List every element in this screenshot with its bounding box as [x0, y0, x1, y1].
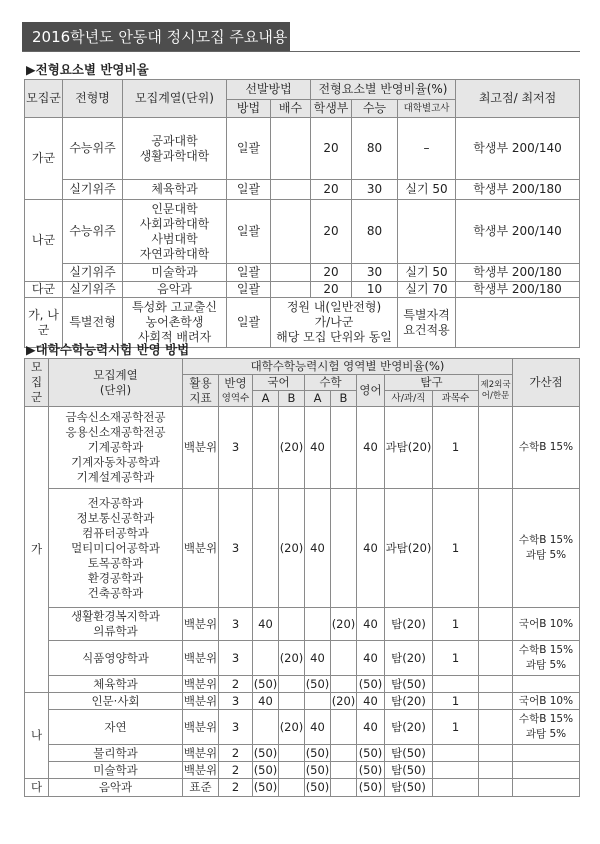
index-cell: 백분위 — [183, 608, 219, 641]
suneung-cell: 80 — [352, 118, 398, 180]
type-cell: 실기위주 — [63, 180, 123, 200]
count-cell: 2 — [219, 779, 253, 797]
col-score: 최고점/ 최저점 — [456, 80, 580, 118]
score-cell — [456, 298, 580, 348]
mb-cell — [331, 641, 357, 676]
bonus-line: 수학B 15% — [518, 713, 574, 725]
inq-cell: 탐(50) — [385, 745, 433, 762]
bonus-line: 수학B 15% — [518, 441, 574, 453]
unit-line: 기계공학과 — [87, 440, 144, 454]
unit-line: 멀티미디어공학과 — [71, 540, 160, 555]
index-cell: 백분위 — [183, 762, 218, 777]
col2-math: 수학 — [305, 375, 357, 391]
inq-cell: 탐(50) — [385, 676, 433, 693]
mb-cell — [331, 745, 357, 762]
inq-cell: 탐(20) — [385, 641, 433, 676]
count-cell: 3 — [219, 407, 253, 489]
ma-cell: (50) — [305, 676, 330, 691]
bonus-line: 국어B 10% — [518, 694, 574, 707]
col2-subjects: 과목수 — [433, 391, 479, 407]
bonus-cell — [513, 779, 580, 797]
page-title: 2016학년도 안동대 정시모집 주요내용 — [22, 22, 290, 52]
ma-cell: 40 — [305, 407, 331, 489]
col2-reflect: 대학수학능력시험 영역별 반영비율(%) — [183, 359, 513, 375]
unit-line: 금속신소재공학전공 — [65, 410, 166, 424]
ma-cell: 40 — [305, 641, 331, 676]
subj-cell — [433, 676, 479, 693]
mb-cell — [331, 710, 357, 745]
group-cell: 나군 — [25, 200, 63, 282]
subj-cell — [433, 762, 479, 779]
col2-group: 모 집 군 — [25, 359, 49, 407]
col-ratio: 전형요소별 반영비율(%) — [311, 80, 456, 100]
col2-english: 영어 — [357, 375, 385, 407]
table-row — [25, 264, 580, 282]
unit-cell — [49, 407, 183, 489]
group-cell: 가군 — [25, 118, 63, 200]
suneung-cell: 10 — [352, 282, 398, 298]
col2-count: 반영 영역수 — [219, 375, 253, 407]
count-cell: 3 — [219, 693, 253, 710]
table-row — [25, 118, 580, 180]
unit-line: 정보통신공학과 — [76, 510, 155, 525]
record-cell: 20 — [311, 200, 352, 264]
multiple-cell — [271, 264, 311, 282]
group-line: 군 — [37, 322, 50, 337]
col2-math-a: A — [305, 391, 331, 407]
table-row — [25, 676, 580, 693]
col-type: 전형명 — [63, 80, 123, 118]
ratio-line: 가/나군 — [314, 315, 354, 329]
table-row — [25, 710, 580, 745]
col2-inquiry: 탐구 — [385, 375, 479, 391]
bonus-line: 과탐 5% — [525, 728, 567, 740]
table-row — [25, 745, 580, 762]
inq-cell: 과탐(20) — [385, 407, 433, 489]
suneung-cell: 30 — [352, 264, 398, 282]
inq-cell: 탐(20) — [385, 608, 433, 641]
eng-cell: (50) — [357, 745, 385, 762]
unit-cell — [49, 693, 183, 710]
ma-cell — [305, 608, 331, 641]
subj-cell: 1 — [433, 608, 479, 641]
record-cell: 20 — [311, 282, 352, 298]
bonus-cell — [513, 745, 580, 762]
exam-line: 특별자격 — [403, 307, 450, 322]
mb-cell: (20) — [331, 608, 357, 641]
count-cell: 2 — [219, 762, 253, 779]
count-cell: 2 — [219, 676, 253, 693]
unit-line: 전자공학과 — [87, 495, 144, 510]
col2-korean: 국어 — [253, 375, 305, 391]
table-row — [25, 407, 580, 489]
ratio-cell — [271, 298, 398, 348]
col2-korean-b: B — [279, 391, 305, 407]
method-cell: 일괄 — [227, 118, 271, 180]
bonus-line: 과탐 5% — [525, 549, 567, 561]
table-row — [25, 641, 580, 676]
ka-cell: (50) — [253, 762, 278, 777]
ma-cell: (50) — [305, 779, 331, 797]
unit-cell — [49, 710, 183, 745]
index-cell: 백분위 — [183, 693, 218, 708]
score-cell: 학생부 200/180 — [456, 264, 580, 282]
unit-cell — [123, 180, 227, 200]
col2-bonus: 가산점 — [513, 359, 580, 407]
group-cell: 다 — [25, 779, 49, 797]
bonus-line: 과탐 5% — [525, 659, 567, 671]
index-cell: 표준 — [183, 779, 219, 797]
method-cell: 일괄 — [227, 264, 271, 282]
exam-cell: 실기 70 — [398, 282, 456, 298]
record-cell: 20 — [311, 180, 352, 200]
mb-cell: (20) — [331, 693, 356, 708]
ma-cell: 40 — [305, 710, 331, 745]
type-cell: 실기위주 — [63, 282, 123, 298]
method-cell: 일괄 — [227, 180, 271, 200]
type-cell: 수능위주 — [63, 118, 123, 180]
unit-cell — [123, 200, 227, 264]
col2-index: 활용 지표 — [183, 375, 219, 407]
col-unit: 모집계열(단위) — [123, 80, 227, 118]
ratio-line: 정원 내(일반전형) — [286, 300, 382, 314]
type-cell: 실기위주 — [63, 264, 123, 282]
index-cell: 백분위 — [183, 407, 219, 489]
record-cell: 20 — [311, 118, 352, 180]
count-cell: 3 — [219, 489, 253, 608]
count-cell: 3 — [219, 710, 253, 745]
inq-cell: 탐(20) — [385, 710, 433, 745]
subj-cell — [433, 779, 479, 797]
ma-cell — [305, 693, 331, 710]
unit-cell — [49, 608, 183, 641]
inq-cell: 탐(50) — [385, 779, 433, 797]
admission-ratio-table — [24, 79, 580, 348]
fl-cell — [479, 608, 513, 641]
unit-cell — [49, 641, 183, 676]
method-cell: 일괄 — [227, 298, 271, 348]
subj-cell: 1 — [433, 407, 479, 489]
suneung-cell: 80 — [352, 200, 398, 264]
count-cell: 3 — [219, 608, 253, 641]
table-row — [25, 779, 580, 797]
score-cell: 학생부 200/180 — [456, 180, 580, 200]
unit-line: 체육학과 — [93, 676, 138, 691]
unit-line: 농어촌학생 — [145, 315, 204, 329]
col-record: 학생부 — [311, 100, 352, 118]
eng-cell: (50) — [357, 676, 385, 693]
unit-line: 인문·사회 — [91, 693, 140, 708]
exam-cell: 실기 50 — [398, 264, 456, 282]
fl-cell — [479, 489, 513, 608]
mb-cell — [331, 407, 357, 489]
mb-cell — [331, 779, 357, 797]
eng-cell: 40 — [357, 693, 385, 710]
col-group: 모집군 — [25, 80, 63, 118]
unit-line: 기계자동차공학과 — [71, 455, 160, 469]
exam-cell — [398, 298, 456, 348]
multiple-cell — [271, 118, 311, 180]
score-cell: 학생부 200/140 — [456, 200, 580, 264]
kb-cell: (20) — [279, 407, 305, 489]
unit-line: 미술학과 — [151, 265, 198, 279]
count-cell: 3 — [219, 641, 253, 676]
unit-line: 인문대학 — [151, 201, 198, 216]
ka-cell: (50) — [253, 745, 278, 760]
ka-cell — [253, 489, 279, 608]
score-cell: 학생부 200/180 — [456, 282, 580, 298]
unit-line: 미술학과 — [93, 762, 138, 777]
ka-cell: 40 — [253, 693, 279, 710]
unit-line: 사회적 배려자 — [137, 330, 212, 344]
index-cell: 백분위 — [183, 745, 218, 760]
unit-line: 자연과학대학 — [139, 246, 210, 261]
col-method: 방법 — [227, 100, 271, 118]
bonus-cell — [513, 693, 580, 710]
unit-line: 생활과학대학 — [139, 148, 210, 163]
kb-cell — [279, 745, 305, 762]
fl-cell — [479, 693, 513, 710]
title-divider — [22, 51, 580, 52]
suneung-reflection-table — [24, 358, 580, 797]
unit-line: 사회과학대학 — [139, 216, 210, 231]
unit-line: 환경공학과 — [87, 570, 144, 585]
ratio-line: 해당 모집 단위와 동일 — [276, 330, 392, 344]
table-row — [25, 608, 580, 641]
col2-unit: 모집계열 (단위) — [49, 359, 183, 407]
bonus-line: 국어B 10% — [518, 617, 574, 630]
kb-cell — [279, 779, 305, 797]
col-multiple: 배수 — [271, 100, 311, 118]
unit-cell — [49, 779, 183, 797]
col-univ-exam: 대학별고사 — [398, 100, 456, 118]
ka-cell: (50) — [253, 779, 279, 797]
fl-cell — [479, 779, 513, 797]
eng-cell: 40 — [357, 641, 385, 676]
mb-cell — [331, 676, 357, 693]
unit-line: 사범대학 — [151, 231, 198, 246]
mb-cell — [331, 762, 357, 779]
kb-cell: (20) — [279, 489, 305, 608]
method-cell: 일괄 — [227, 282, 271, 298]
subj-cell: 1 — [433, 693, 479, 710]
unit-line: 컴퓨터공학과 — [82, 525, 149, 540]
fl-cell — [479, 641, 513, 676]
unit-cell — [49, 745, 183, 762]
bonus-line: 수학B 15% — [518, 644, 574, 656]
col2-foreign: 제2외국 어/한문 — [479, 375, 513, 407]
subj-cell — [433, 745, 479, 762]
ma-cell: (50) — [305, 762, 330, 777]
unit-cell — [123, 264, 227, 282]
multiple-cell — [271, 200, 311, 264]
fl-cell — [479, 745, 513, 762]
table-row — [25, 180, 580, 200]
unit-cell — [49, 489, 183, 608]
inq-cell: 탐(20) — [385, 693, 433, 710]
eng-cell: 40 — [357, 608, 385, 641]
kb-cell: (20) — [279, 641, 305, 676]
col2-korean-a: A — [253, 391, 279, 407]
unit-line: 응용신소재공학전공 — [65, 425, 166, 439]
bonus-cell — [513, 762, 580, 779]
unit-line: 음악과 — [157, 282, 192, 296]
unit-line: 물리학과 — [93, 745, 138, 760]
bonus-cell — [513, 407, 580, 489]
fl-cell — [479, 710, 513, 745]
ma-cell: (50) — [305, 745, 330, 760]
bonus-cell — [513, 608, 580, 641]
unit-line: 공과대학 — [151, 133, 198, 148]
fl-cell — [479, 407, 513, 489]
ka-cell — [253, 710, 279, 745]
kb-cell: (20) — [279, 710, 305, 745]
inq-cell: 과탐(20) — [385, 489, 433, 608]
type-cell: 수능위주 — [63, 200, 123, 264]
col2-math-b: B — [331, 391, 357, 407]
eng-cell: 40 — [357, 710, 385, 745]
index-cell: 백분위 — [183, 676, 218, 691]
subj-cell: 1 — [433, 641, 479, 676]
exam-cell: 실기 50 — [398, 180, 456, 200]
table-row — [25, 489, 580, 608]
fl-cell — [479, 676, 513, 693]
ka-cell: 40 — [253, 608, 279, 641]
eng-cell: 40 — [357, 489, 385, 608]
unit-cell — [123, 118, 227, 180]
unit-line: 의류학과 — [93, 624, 138, 638]
method-cell: 일괄 — [227, 200, 271, 264]
eng-cell: (50) — [357, 779, 385, 797]
unit-line: 음악과 — [98, 780, 133, 794]
unit-line: 자연 — [104, 719, 127, 734]
kb-cell — [279, 762, 305, 779]
ka-cell: (50) — [253, 676, 278, 691]
type-cell: 특별전형 — [63, 298, 123, 348]
unit-cell — [49, 676, 183, 693]
unit-cell — [49, 762, 183, 779]
unit-line: 특성화 고교출신 — [132, 300, 217, 314]
bonus-cell — [513, 676, 580, 693]
group-line: 가, 나 — [28, 307, 59, 322]
kb-cell — [279, 608, 305, 641]
unit-line: 기계설계공학과 — [76, 470, 155, 484]
bonus-cell — [513, 641, 580, 676]
unit-line: 생활환경복지학과 — [71, 609, 160, 623]
mb-cell — [331, 489, 357, 608]
unit-cell — [123, 282, 227, 298]
eng-cell: 40 — [357, 407, 385, 489]
exam-line: 요건적용 — [403, 322, 450, 337]
table-row — [25, 282, 580, 298]
table-row — [25, 762, 580, 779]
section2-heading: ▶대학수학능력시험 반영 방법 — [26, 342, 190, 357]
fl-cell — [479, 762, 513, 779]
index-cell: 백분위 — [183, 710, 219, 745]
unit-line: 토목공학과 — [87, 555, 144, 570]
exam-cell — [398, 200, 456, 264]
kb-cell — [279, 693, 305, 710]
group-cell: 다군 — [25, 282, 63, 298]
index-cell: 백분위 — [183, 641, 219, 676]
section1-heading: ▶전형요소별 반영비율 — [26, 62, 149, 77]
inq-cell: 탐(50) — [385, 762, 433, 779]
bonus-line: 수학B 15% — [518, 534, 574, 546]
col-selection: 선발방법 — [227, 80, 311, 100]
exam-cell: – — [398, 118, 456, 180]
unit-line: 건축공학과 — [87, 585, 144, 600]
suneung-cell: 30 — [352, 180, 398, 200]
ka-cell — [253, 407, 279, 489]
multiple-cell — [271, 180, 311, 200]
eng-cell: (50) — [357, 762, 385, 779]
subj-cell: 1 — [433, 489, 479, 608]
index-cell: 백분위 — [183, 489, 219, 608]
col2-inquiry-type: 사/과/직 — [385, 391, 433, 407]
ma-cell: 40 — [305, 489, 331, 608]
unit-line: 식품영양학과 — [82, 650, 149, 665]
ka-cell — [253, 641, 279, 676]
group-cell: 나 — [25, 693, 49, 779]
bonus-cell — [513, 489, 580, 608]
count-cell: 2 — [219, 745, 253, 762]
score-cell: 학생부 200/140 — [456, 118, 580, 180]
kb-cell — [279, 676, 305, 693]
record-cell: 20 — [311, 264, 352, 282]
unit-line: 체육학과 — [151, 182, 198, 196]
multiple-cell — [271, 282, 311, 298]
table-row — [25, 693, 580, 710]
bonus-cell — [513, 710, 580, 745]
table-row — [25, 200, 580, 264]
subj-cell: 1 — [433, 710, 479, 745]
group-cell: 가 — [25, 407, 49, 693]
col-suneung: 수능 — [352, 100, 398, 118]
